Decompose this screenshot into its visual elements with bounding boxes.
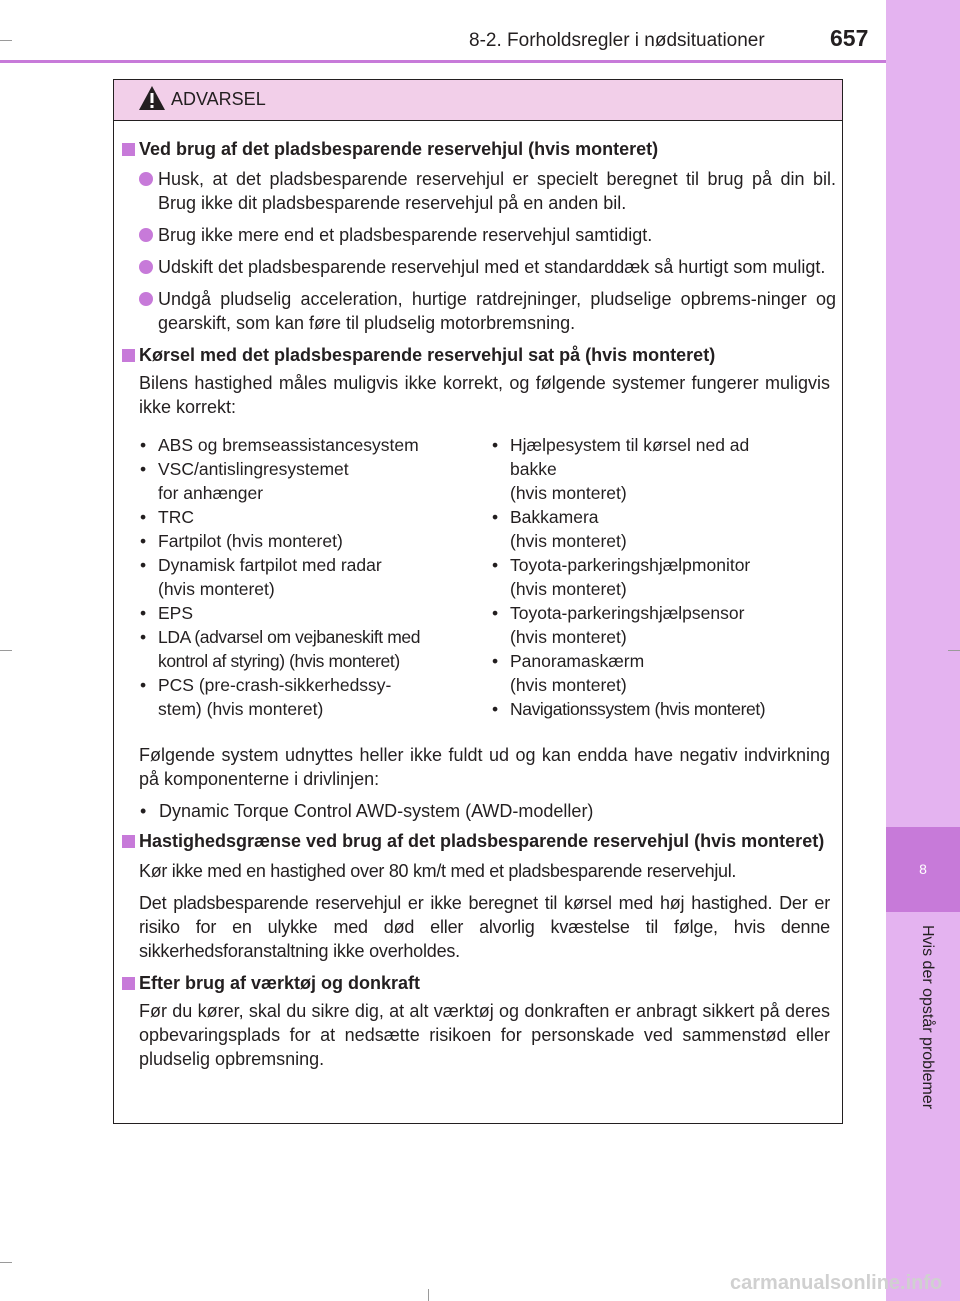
section-square-icon — [122, 977, 135, 990]
chapter-title: Hvis der opstår problemer — [919, 925, 936, 1110]
crop-mark — [948, 650, 960, 651]
list-item: • Dynamisk fartpilot med radar (hvis monteret) — [140, 555, 382, 599]
bullet-item: Udskift det pladsbesparende reservehjul med et standarddæk så hurtigt som muligt. — [114, 255, 836, 279]
list-item: • TRC — [140, 507, 194, 527]
section-paragraph: Det pladsbesparende reservehjul er ikke beregnet til kørsel med høj hastighed. Der er risiko for en ulykke med død eller alvorlig kvæstelse til følge, hvis denne sikkerhedsforanstaltning ikke overholdes. — [139, 893, 830, 961]
list-item: • Toyota-parkeringshjælpmonitor (hvis monteret) — [492, 555, 751, 599]
list-item: • VSC/antislingresystemet for anhænger — [140, 459, 349, 503]
left-column — [139, 433, 491, 721]
section-heading: Ved brug af det pladsbesparende reservehjul (hvis monteret) — [114, 137, 834, 161]
list-item: • LDA (advarsel om vejbaneskift med kontrol af styring) (hvis monteret) — [140, 627, 421, 671]
crop-mark — [0, 650, 12, 651]
list-item: • Hjælpesystem til kørsel ned ad bakke (hvis monteret) — [492, 435, 750, 503]
section-square-icon — [122, 349, 135, 362]
crop-mark — [0, 1262, 12, 1263]
list-item: • Fartpilot (hvis monteret) — [140, 531, 343, 551]
section-heading: Efter brug af værktøj og donkraft — [114, 971, 834, 995]
bullet-item: Husk, at det pladsbesparende reservehjul er specielt beregnet til brug på din bil. Brug ikke dit pladsbesparende reservehjul på en anden bil. — [114, 167, 836, 215]
bullet-item: Undgå pludselig acceleration, hurtige ratdrejninger, pludselige opbrems-ninger og gearskift, som kan føre til pludselig motorbremsning. — [114, 287, 836, 335]
header-title: 8-2. Forholdsregler i nødsituationer — [469, 30, 765, 51]
affected-systems-list — [114, 433, 844, 721]
list-item: • Panoramaskærm (hvis monteret) — [492, 651, 645, 695]
page-number: 657 — [830, 25, 869, 51]
section-paragraph: Bilens hastighed måles muligvis ikke korrekt, og følgende systemer fungerer muligvis ikke korrekt: — [139, 373, 830, 417]
section-paragraph: Før du kører, skal du sikre dig, at alt værktøj og donkraften er anbragt sikkert på deres opbevaringsplads for at nedsætte risikoen for personskade ved sammenstød eller pludselig opbremsning. — [139, 1001, 830, 1069]
list-item: • Bakkamera (hvis monteret) — [492, 507, 627, 551]
section-square-icon — [122, 835, 135, 848]
list-item: • Toyota-parkeringshjælpsensor (hvis monteret) — [492, 603, 745, 647]
section-paragraph: Følgende system udnyttes heller ikke fuldt ud og kan endda have negativ indvirkning på komponenterne i drivlinjen: — [139, 745, 830, 789]
crop-mark — [428, 1289, 429, 1301]
crop-mark — [0, 40, 12, 41]
list-item: • Dynamic Torque Control AWD-system (AWD-modeller) — [140, 801, 594, 821]
section-paragraph: Kør ikke med en hastighed over 80 km/t med et pladsbesparende reservehjul. — [139, 861, 737, 881]
warning-content — [114, 137, 844, 1071]
warning-box — [113, 79, 843, 1124]
watermark: carmanualsonline.info — [730, 1272, 943, 1294]
list-item: • ABS og bremseassistancesystem — [140, 435, 419, 455]
chapter-number: 8 — [886, 827, 960, 912]
list-item: • EPS — [140, 603, 194, 623]
header-rule — [0, 60, 886, 63]
bullet-dot-icon — [139, 172, 153, 186]
list-item: • Navigationssystem (hvis monteret) — [492, 699, 766, 719]
section-square-icon — [122, 143, 135, 156]
bullet-dot-icon — [139, 260, 153, 274]
warning-triangle-icon — [138, 85, 166, 111]
section-heading: Hastighedsgrænse ved brug af det pladsbesparende reservehjul (hvis monteret) — [114, 829, 834, 853]
bullet-dot-icon — [139, 292, 153, 306]
right-column — [491, 433, 843, 721]
list-item: • PCS (pre-crash-sikkerhedssy- stem) (hvis monteret) — [140, 675, 392, 719]
warning-title: ADVARSEL — [171, 89, 266, 109]
bullet-item: Brug ikke mere end et pladsbesparende reservehjul samtidigt. — [114, 223, 836, 247]
section-heading: Kørsel med det pladsbesparende reservehjul sat på (hvis monteret) — [114, 343, 834, 367]
warning-header — [114, 80, 842, 121]
bullet-dot-icon — [139, 228, 153, 242]
